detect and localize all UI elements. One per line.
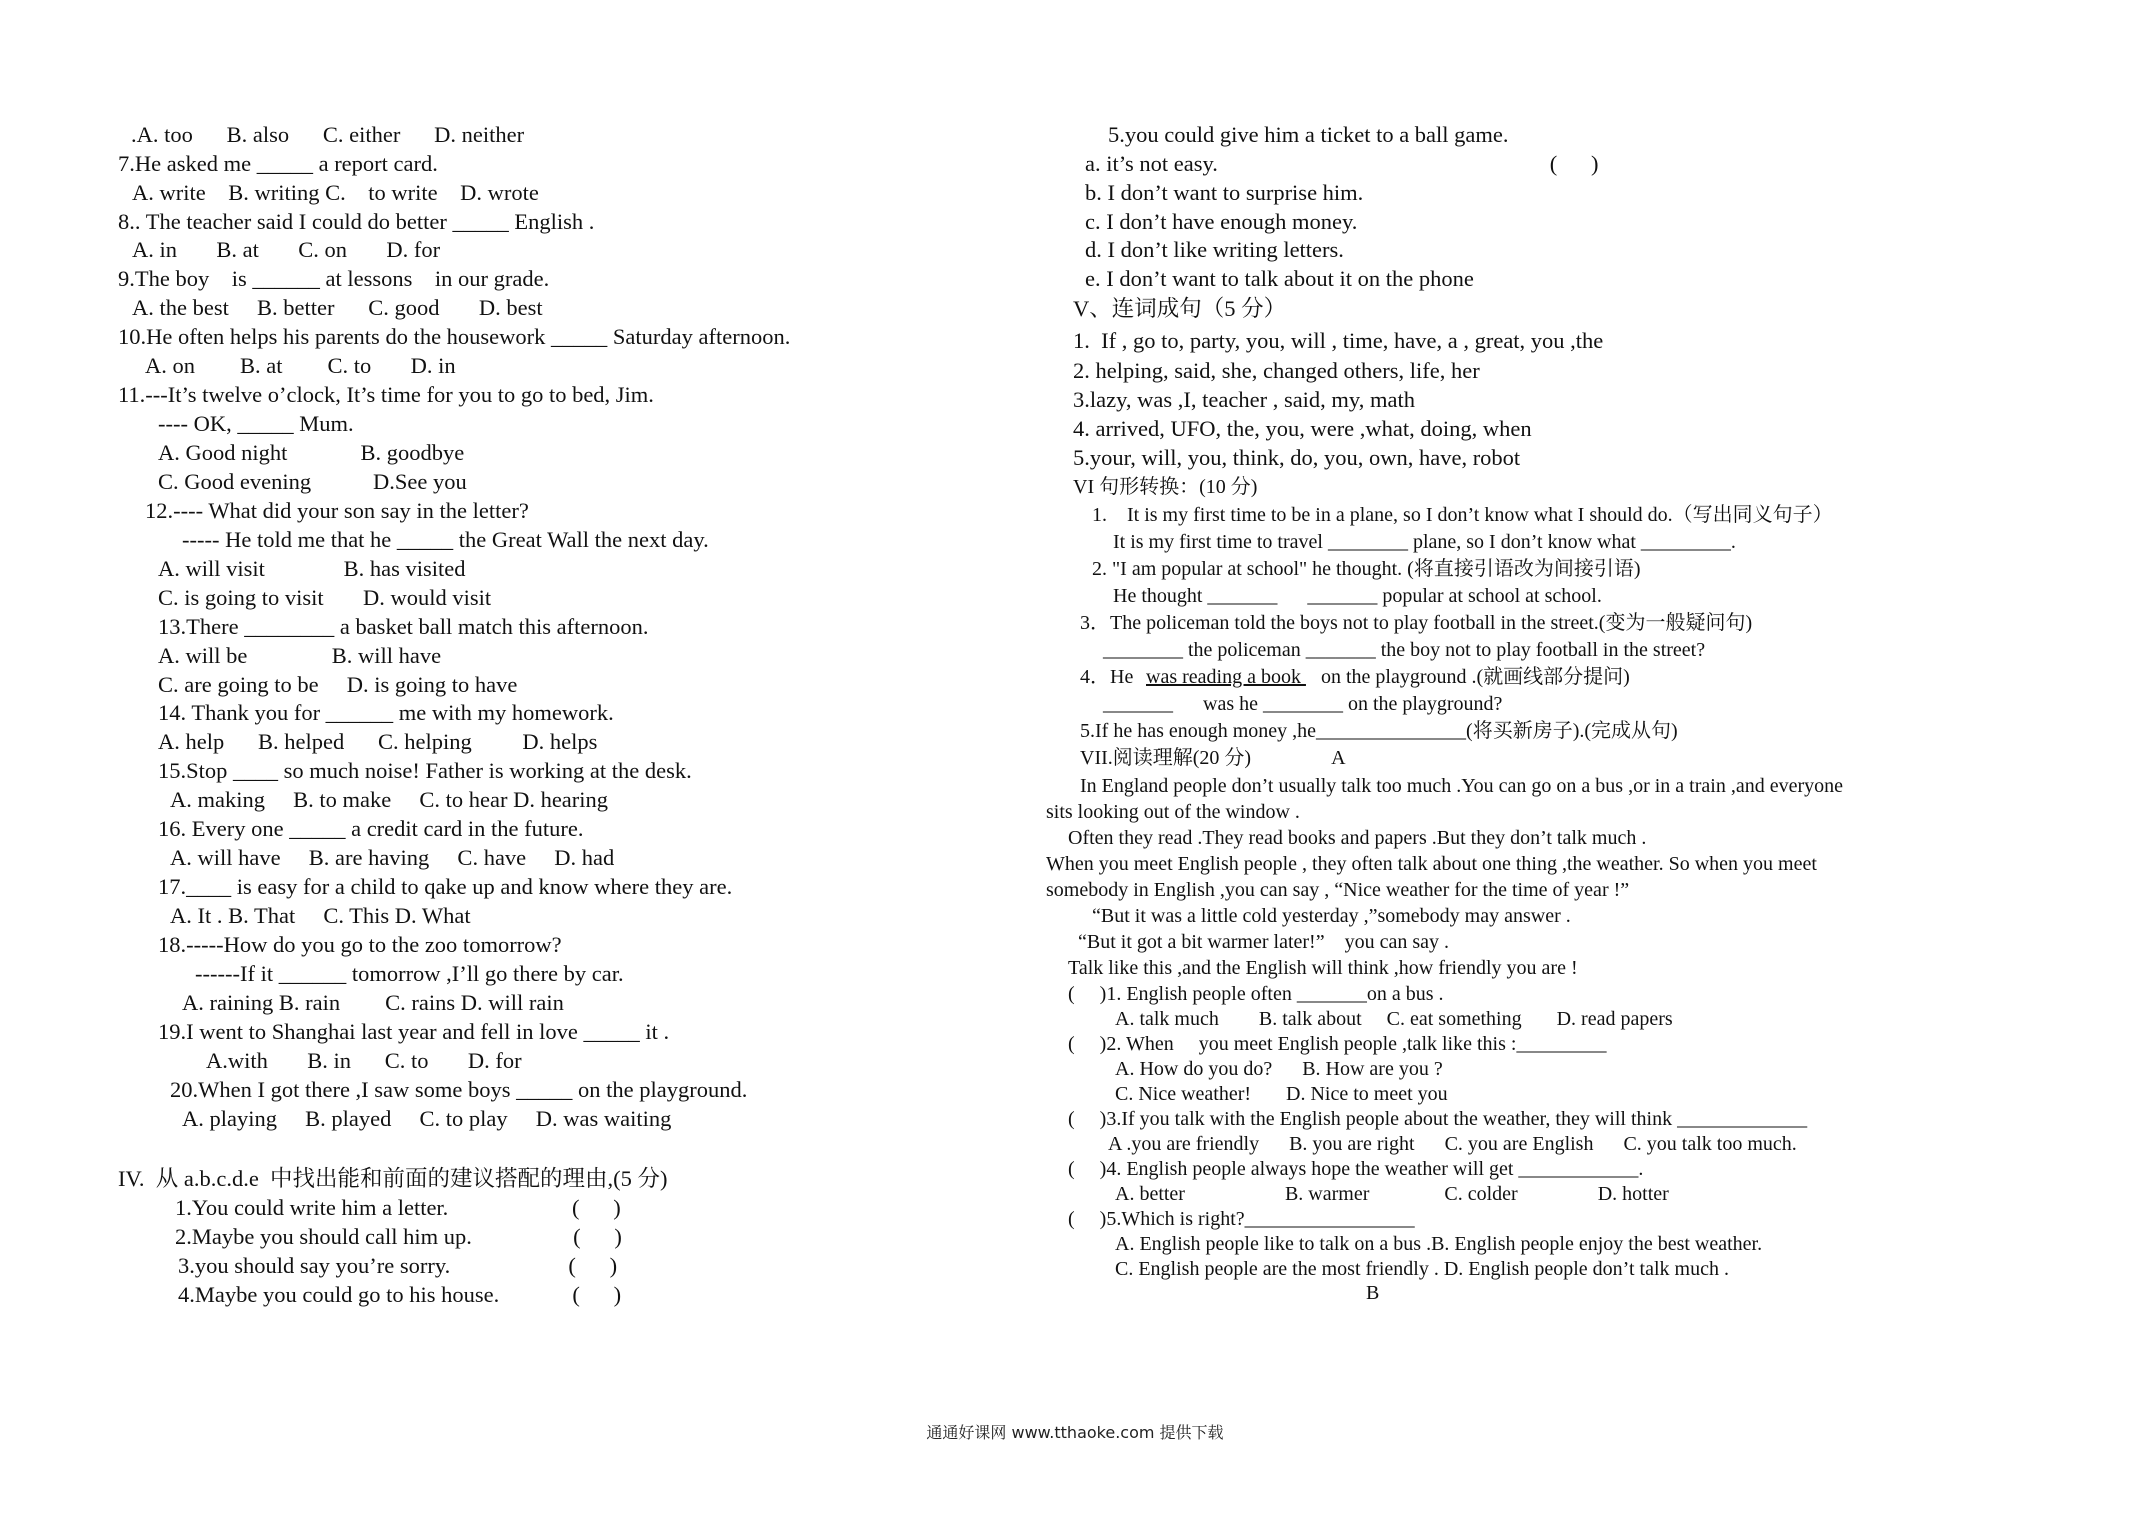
right-small-line: Talk like this ,and the English will think ,how friendly you are ! (1068, 957, 1578, 979)
left-line: 20.When I got there ,I saw some boys _____ on the playground. (170, 1077, 748, 1102)
right-small-line: B (1366, 1282, 1380, 1304)
left-line: 17.____ is easy for a child to qake up and know where they are. (158, 874, 733, 899)
right-small-line: A. English people like to talk on a bus .B. English people enjoy the best weather. (1115, 1233, 1763, 1255)
right-small-line: ( )5.Which is right?_________________ (1068, 1208, 1415, 1230)
left-line: A. Good night B. goodbye (158, 440, 465, 465)
left-line: C. Good evening D.See you (158, 469, 467, 494)
right-small-line: C. Nice weather! D. Nice to meet you (1115, 1083, 1448, 1105)
right-small-line: In England people don’t usually talk too much .You can go on a bus ,or in a train ,and everyone (1080, 775, 1843, 797)
left-line: ---- OK, _____ Mum. (158, 411, 354, 436)
right-small-line: 3．The policeman told the boys not to play football in the street.(变为一般疑问句) (1080, 612, 1753, 634)
left-line: A. will have B. are having C. have D. had (170, 845, 615, 870)
left-line: C. are going to be D. is going to have (158, 672, 518, 697)
right-small-line: ( )3.If you talk with the English people about the weather, they will think _____________ (1068, 1108, 1808, 1130)
left-line: ----- He told me that he _____ the Great Wall the next day. (182, 527, 709, 552)
left-line: A. raining B. rain C. rains D. will rain (182, 990, 564, 1015)
right-small-line: “But it was a little cold yesterday ,”somebody may answer . (1092, 905, 1571, 927)
left-line: 13.There ________ a basket ball match this afternoon. (158, 614, 649, 639)
left-line: 12.---- What did your son say in the letter? (145, 498, 529, 523)
right-small-line: ( )1. English people often _______on a bus . (1068, 983, 1444, 1005)
page-footer: 通通好课网 www.tthaoke.com 提供下载 (926, 1423, 1224, 1442)
left-line: A. making B. to make C. to hear D. hearing (170, 787, 609, 812)
right-line: e. I don’t want to talk about it on the phone (1085, 266, 1474, 291)
right-line: d. I don’t like writing letters. (1085, 237, 1344, 262)
left-line: ------If it ______ tomorrow ,I’ll go there by car. (195, 961, 624, 986)
right-small-line: was reading a book (1146, 666, 1306, 688)
right-small-line: 2. "I am popular at school" he thought. (将直接引语改为间接引语) (1092, 558, 1641, 580)
right-small-line: ( )4. English people always hope the weather will get ____________. (1068, 1158, 1644, 1180)
left-line: A. playing B. played C. to play D. was waiting (182, 1106, 672, 1131)
left-line: A. on B. at C. to D. in (145, 353, 456, 378)
right-small-line: somebody in English ,you can say , “Nice weather for the time of year !” (1046, 879, 1630, 901)
right-small-line: It is my first time to travel ________ plane, so I don’t know what _________. (1113, 531, 1736, 553)
left-line: A. will be B. will have (158, 643, 442, 668)
right-small-line: C. English people are the most friendly . D. English people don’t talk much . (1115, 1258, 1729, 1280)
left-line: A. will visit B. has visited (158, 556, 466, 581)
right-line: 3.lazy, was ,I, teacher , said, my, math (1073, 387, 1415, 412)
right-line: a. it’s not easy. ( ) (1085, 151, 1599, 176)
left-line: 19.I went to Shanghai last year and fell in love _____ it . (158, 1019, 670, 1044)
right-small-line: “But it got a bit warmer later!” you can say . (1078, 931, 1449, 953)
left-line: A. the best B. better C. good D. best (132, 295, 543, 320)
right-small-line: 5.If he has enough money ,he_______________(将买新房子).(完成从句) (1080, 720, 1678, 742)
left-line: 2.Maybe you should call him up. ( ) (175, 1224, 622, 1249)
right-small-line: ________ the policeman _______ the boy not to play football in the street? (1103, 639, 1706, 661)
left-line: 11.---It’s twelve o’clock, It’s time for you to go to bed, Jim. (118, 382, 654, 407)
left-line: IV. 从 a.b.c.d.e 中找出能和前面的建议搭配的理由,(5 分) (118, 1166, 668, 1191)
right-line: 2. helping, said, she, changed others, life, her (1073, 358, 1480, 383)
right-line: 5.your, will, you, think, do, you, own, have, robot (1073, 445, 1521, 470)
left-line: A. It . B. That C. This D. What (170, 903, 471, 928)
right-small-line: When you meet English people , they often talk about one thing ,the weather. So when you meet (1046, 853, 1817, 875)
left-line: 7.He asked me _____ a report card. (118, 151, 438, 176)
left-line: 10.He often helps his parents do the housework _____ Saturday afternoon. (118, 324, 791, 349)
right-small-line: 1. It is my first time to be in a plane, so I don’t know what I should do.（写出同义句子） (1092, 504, 1833, 526)
right-line: 4. arrived, UFO, the, you, were ,what, doing, when (1073, 416, 1532, 441)
right-small-line: VI 句形转换：(10 分) (1073, 476, 1258, 498)
left-line: 8.. The teacher said I could do better _____ English . (118, 209, 595, 234)
right-small-line: He thought _______ _______ popular at school at school. (1113, 585, 1602, 607)
right-line: c. I don’t have enough money. (1085, 209, 1358, 234)
right-line: b. I don’t want to surprise him. (1085, 180, 1364, 205)
left-line: 14. Thank you for ______ me with my homework. (158, 700, 614, 725)
left-line: 16. Every one _____ a credit card in the future. (158, 816, 584, 841)
right-small-line: 4．He (1080, 666, 1139, 688)
left-line: A. in B. at C. on D. for (132, 237, 441, 262)
left-line: 3.you should say you’re sorry. ( ) (178, 1253, 618, 1278)
right-small-line: sits looking out of the window . (1046, 801, 1300, 823)
right-small-line: _______ was he ________ on the playground? (1103, 693, 1503, 715)
left-line: 1.You could write him a letter. ( ) (175, 1195, 621, 1220)
left-line: 4.Maybe you could go to his house. ( ) (178, 1282, 622, 1307)
right-small-line: A. talk much B. talk about C. eat something D. read papers (1115, 1008, 1673, 1030)
right-small-line: A. How do you do? B. How are you ? (1115, 1058, 1443, 1080)
right-small-line: A. better B. warmer C. colder D. hotter (1115, 1183, 1669, 1205)
left-line: A.with B. in C. to D. for (206, 1048, 522, 1073)
right-line: 5.you could give him a ticket to a ball game. (1108, 122, 1509, 147)
left-line: 15.Stop ____ so much noise! Father is working at the desk. (158, 758, 692, 783)
left-line: 9.The boy is ______ at lessons in our grade. (118, 266, 550, 291)
right-line: V、连词成句（5 分） (1073, 296, 1287, 321)
left-line: .A. too B. also C. either D. neither (131, 122, 525, 147)
right-small-line: VII.阅读理解(20 分) A (1080, 747, 1346, 769)
right-small-line: ( )2. When you meet English people ,talk like this :_________ (1068, 1033, 1607, 1055)
right-small-line: Often they read .They read books and papers .But they don’t talk much . (1068, 827, 1647, 849)
left-line: A. write B. writing C. to write D. wrote (132, 180, 539, 205)
right-line: 1. If , go to, party, you, will , time, have, a , great, you ,the (1073, 328, 1604, 353)
left-line: A. help B. helped C. helping D. helps (158, 729, 598, 754)
left-line: C. is going to visit D. would visit (158, 585, 492, 610)
right-small-line: A .you are friendly B. you are right C. you are English C. you talk too much. (1108, 1133, 1797, 1155)
left-line: 18.-----How do you go to the zoo tomorrow? (158, 932, 562, 957)
right-small-line: on the playground .(就画线部分提问) (1321, 666, 1630, 688)
